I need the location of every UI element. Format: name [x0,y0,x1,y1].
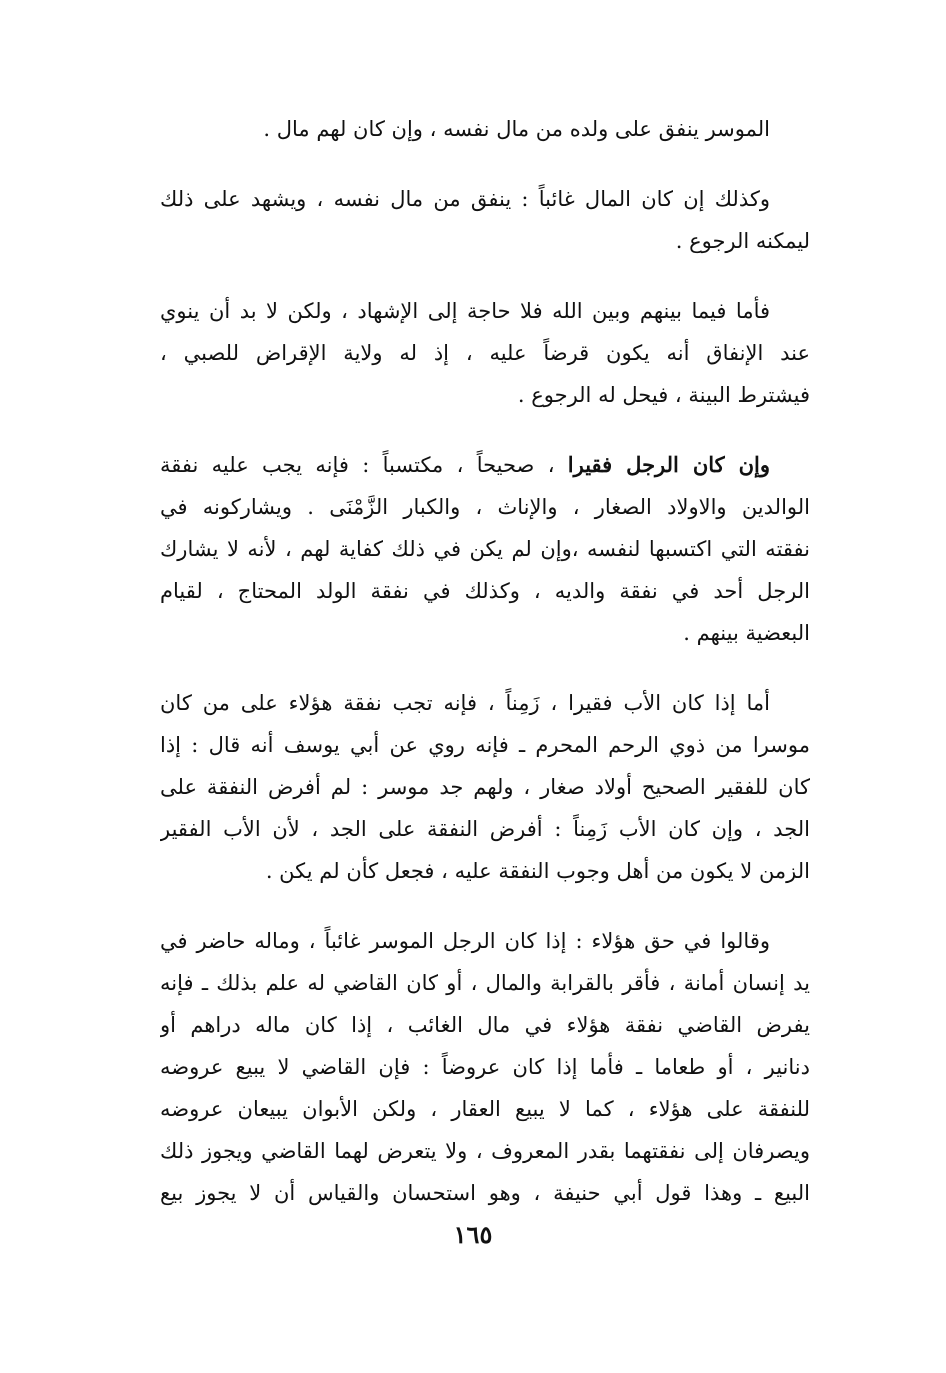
text-line: الموسر ينفق على ولده من مال نفسه ، وإن كان لهم مال . [263,117,770,141]
text-line: الزمن لا يكون من أهل وجوب النفقة عليه ، فجعل كأن لم يكن . [265,859,810,883]
text-line: كان للفقير الصحيح أولاد صغار ، ولهم جد موسر : لم أفرض النفقة على [160,775,810,799]
page-body [160,108,810,1242]
text-line: نفقته التي اكتسبها لنفسه ،وإن لم يكن في ذلك كفاية لهم ، لأنه لا يشارك [160,537,810,561]
text-line: يفرض القاضي نفقة هؤلاء في مال الغائب ، إذا كان ماله دراهم أو [160,1013,810,1037]
text-line: فأما فيما بينهم وبين الله فلا حاجة إلى الإشهاد ، ولكن لا بد أن ينوي [160,299,770,323]
text-line: أما إذا كان الأب فقيرا ، زَمِناً ، فإنه تجب نفقة هؤلاء على من كان [160,691,770,715]
text-line: للنفقة على هؤلاء ، كما لا يبيع العقار ، ولكن الأبوان يبيعان عروضه [160,1097,810,1121]
text-line: دنانير ، أو طعاما ـ فأما إذا كان عروضاً : فإن القاضي لا يبيع عروضه [160,1055,810,1079]
text-line: موسرا من ذوي الرحم المحرم ـ فإنه روي عن أبي يوسف أنه قال : إذا [160,733,810,757]
text-line: ويصرفان إلى نفقتهما بقدر المعروف ، ولا يتعرض لهما القاضي ويجوز ذلك [160,1139,810,1163]
text-line: الجد ، وإن كان الأب زَمِناً : أفرض النفقة على الجد ، لأن الأب الفقير [160,817,810,841]
text-line: البعضية بينهم . [683,621,810,645]
text-line: فيشترط البينة ، فيحل له الرجوع . [517,383,810,407]
page-number: ١٦٥ [453,1220,493,1249]
paragraph-3 [160,290,810,416]
paragraph-5 [160,682,810,892]
paragraph-1 [160,108,810,150]
paragraph-4 [160,444,810,654]
text-line: البيع ـ وهذا قول أبي حنيفة ، وهو استحسان والقياس أن لا يجوز بيع [160,1181,810,1205]
text-line: يد إنسان أمانة ، فأقر بالقرابة والمال ، أو كان القاضي له علم بذلك ـ فإنه [160,971,810,995]
text-line: وكذلك إن كان المال غائباً : ينفق من مال نفسه ، ويشهد على ذلك [160,187,770,211]
text-line: الوالدين والاولاد الصغار ، والإناث ، والكبار الزَّمْنَى . ويشاركونه في [160,495,810,519]
text-line: عند الإنفاق أنه يكون قرضاً عليه ، إذ له ولاية الإقراض للصبي ، [160,341,810,365]
text-line [160,444,810,486]
text-line: الرجل أحد في نفقة والديه ، وكذلك في نفقة الولد المحتاج ، لقيام [160,579,810,603]
paragraph-6 [160,920,810,1214]
text-line: ليمكنه الرجوع . [675,229,810,253]
bold-lead-text: وإن كان الرجل فقيرا [567,452,770,477]
text-line: وقالوا في حق هؤلاء : إذا كان الرجل الموسر غائباً ، وماله حاضر في [160,929,770,953]
paragraph-2 [160,178,810,262]
text-line-rest: ، صحيحاً ، مكتسباً : فإنه يجب عليه نفقة [160,453,555,477]
